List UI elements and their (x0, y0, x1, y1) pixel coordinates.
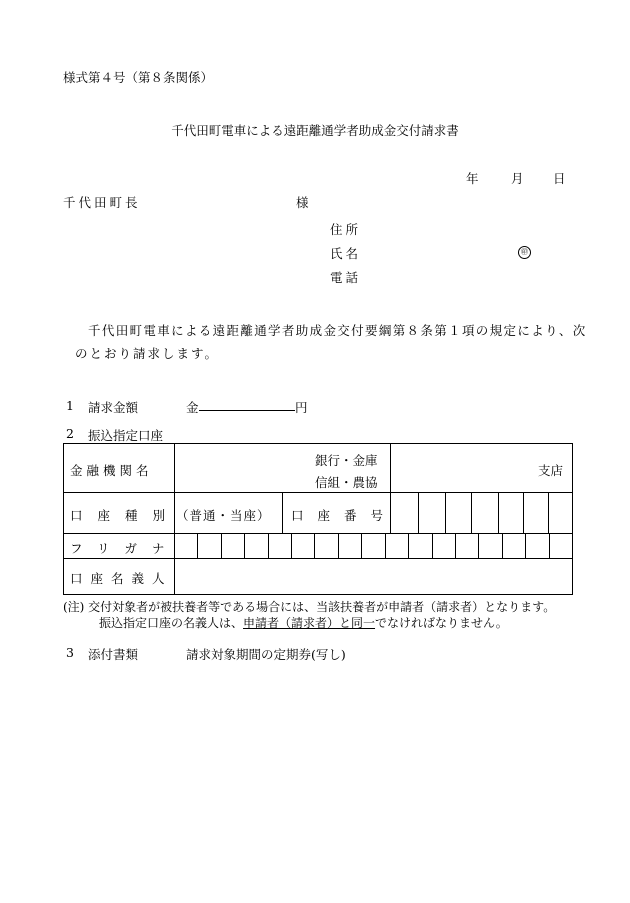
applicant-name-label: 氏名 (330, 246, 362, 261)
item-1-number: 1 (66, 398, 74, 413)
furigana-char-cell[interactable] (502, 534, 525, 558)
account-number-digit[interactable] (499, 493, 523, 533)
bank-name-label: 金融機関名 (70, 463, 153, 478)
item-2-number: 2 (66, 426, 74, 441)
furigana-char-cell[interactable] (385, 534, 408, 558)
item-3-label: 添付書類 (88, 647, 139, 662)
date-day-label: 日 (553, 171, 566, 186)
bank-name-row (64, 444, 572, 492)
furigana-char-cell[interactable] (432, 534, 455, 558)
furigana-char-cell[interactable] (221, 534, 244, 558)
branch-label: 支店 (538, 463, 564, 478)
furigana-row (64, 533, 572, 558)
account-number-digit[interactable] (472, 493, 498, 533)
form-number: 様式第４号（第８条関係） (63, 70, 214, 85)
account-number-digit[interactable] (446, 493, 471, 533)
account-number-label: 口座番号 (291, 508, 398, 523)
account-type-options[interactable]: （普通・当座） (176, 508, 271, 523)
amount-field[interactable] (199, 398, 295, 411)
note-line-2-emphasis: 申請者（請求者）と同一 (243, 616, 376, 630)
account-holder-field[interactable] (175, 559, 572, 594)
account-number-digit[interactable] (549, 493, 572, 533)
furigana-char-cell[interactable] (291, 534, 314, 558)
furigana-char-cell[interactable] (455, 534, 478, 558)
amount-suffix: 円 (295, 400, 308, 415)
item-3-value: 請求対象期間の定期券(写し) (186, 647, 346, 662)
account-holder-row (64, 558, 572, 594)
furigana-char-cell[interactable] (174, 534, 197, 558)
furigana-char-cell[interactable] (408, 534, 431, 558)
applicant-phone-label: 電話 (330, 270, 362, 285)
bank-type-option-2: 信組・農協 (315, 475, 378, 490)
note-line-1: (注) 交付対象者が被扶養者等である場合には、当該扶養者が申請者（請求者）となります。 (63, 600, 556, 614)
date-month-label: 月 (511, 171, 524, 186)
furigana-char-cell[interactable] (525, 534, 548, 558)
date-year-label: 年 (466, 171, 479, 186)
note-line-2-end: でなければなりません。 (375, 616, 508, 630)
furigana-label: フリガナ (70, 541, 180, 556)
body-text-line-2: のとおり請求します。 (75, 346, 220, 361)
account-number-digit[interactable] (419, 493, 445, 533)
furigana-char-cell[interactable] (549, 534, 572, 558)
item-3-number: 3 (66, 645, 74, 660)
account-number-digit[interactable] (391, 493, 418, 533)
applicant-address-label: 住所 (330, 222, 362, 237)
bank-account-table (63, 443, 573, 595)
note-line-2 (99, 614, 508, 631)
item-2-label: 振込指定口座 (88, 428, 164, 443)
account-type-row (64, 492, 572, 533)
furigana-char-cell[interactable] (478, 534, 501, 558)
note-line-2-start: 振込指定口座の名義人は、 (99, 616, 244, 630)
furigana-char-cell[interactable] (314, 534, 337, 558)
furigana-char-cell[interactable] (268, 534, 291, 558)
furigana-char-cell[interactable] (338, 534, 361, 558)
furigana-char-cell[interactable] (361, 534, 384, 558)
furigana-char-cell[interactable] (244, 534, 267, 558)
amount-prefix: 金 (186, 400, 199, 415)
item-1-label: 請求金額 (88, 400, 139, 415)
bank-type-option-1: 銀行・金庫 (315, 453, 378, 468)
furigana-char-cell[interactable] (197, 534, 220, 558)
page-title: 千代田町電車による遠距離通学者助成金交付請求書 (171, 123, 459, 138)
account-type-label: 口座種別 (70, 508, 181, 523)
account-number-digit[interactable] (524, 493, 548, 533)
addressee-name: 千代田町長 (63, 195, 141, 210)
addressee-honorific: 様 (296, 195, 309, 210)
account-holder-label: 口座名義人 (70, 571, 173, 586)
body-text-line-1: 千代田町電車による遠距離通学者助成金交付要綱第８条第１項の規定により、次 (88, 323, 587, 338)
seal-icon: ㊞ (518, 246, 531, 259)
